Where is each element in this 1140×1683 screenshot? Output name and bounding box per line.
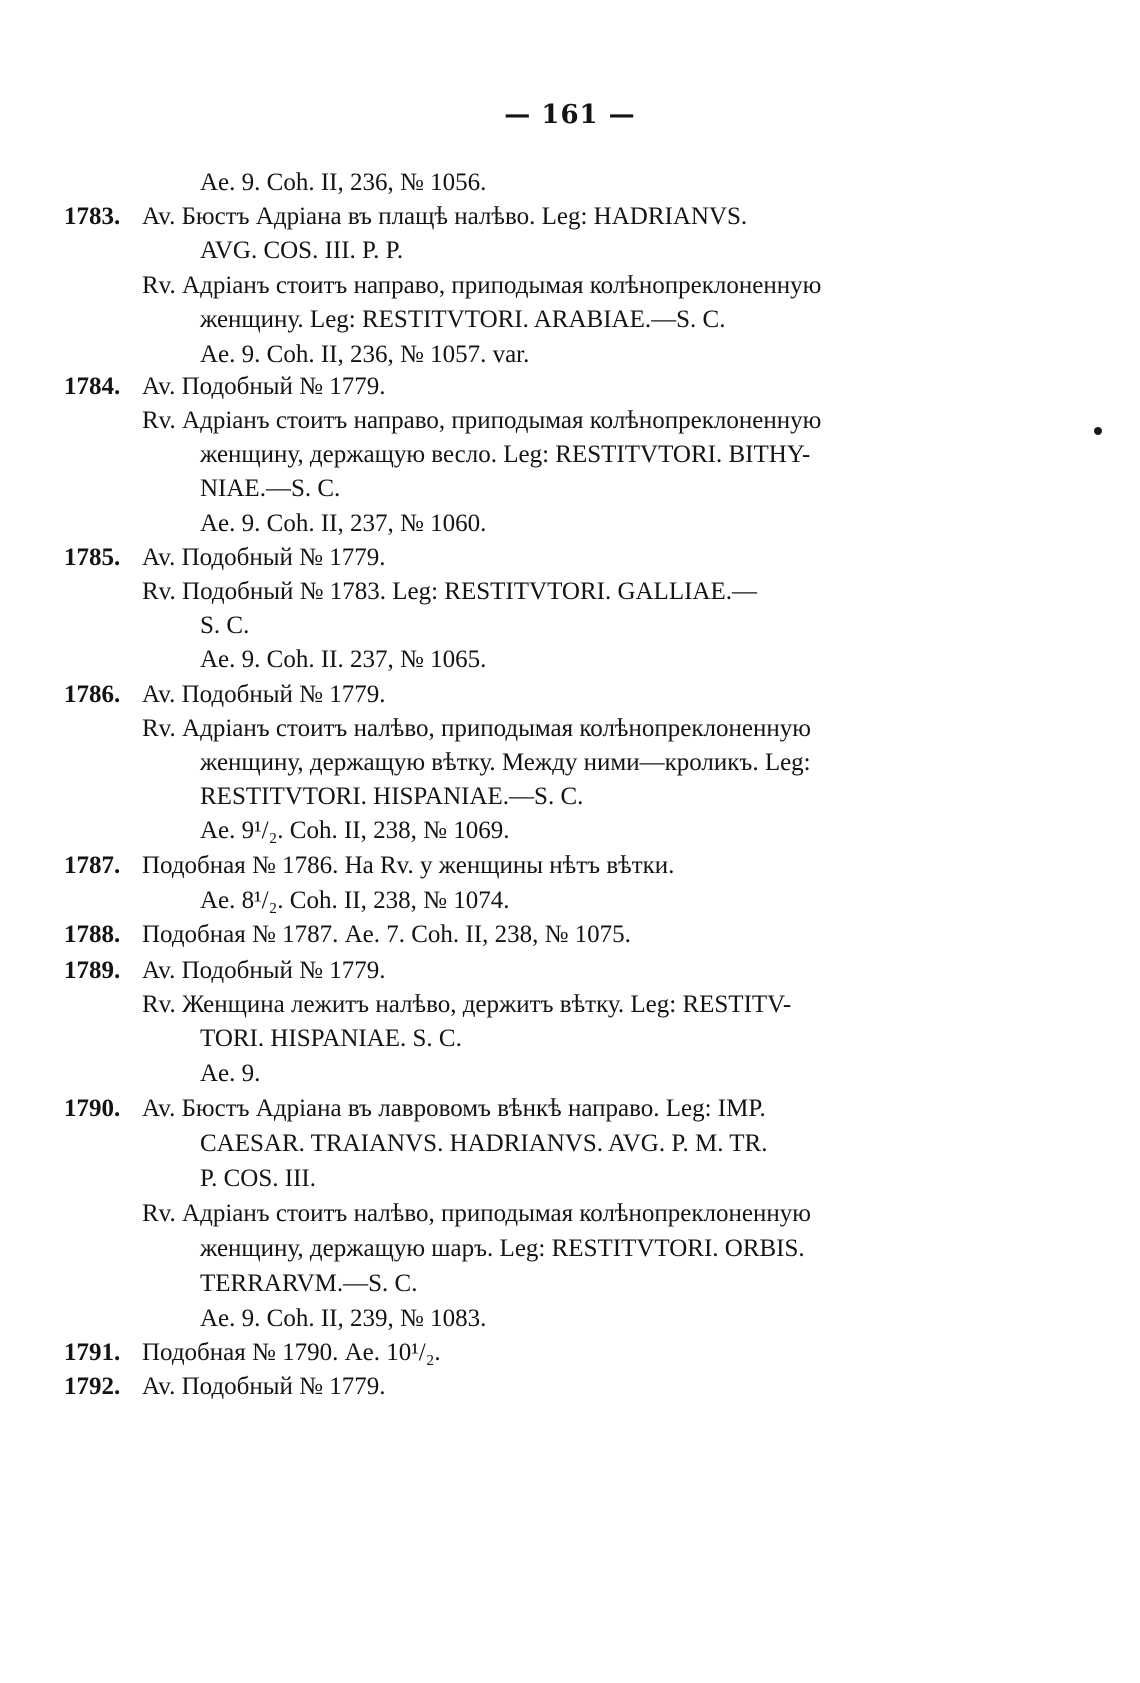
entry-text-line: Rv. Адріанъ стоитъ налѣво, приподымая колѣнопреклоненную	[142, 1200, 811, 1227]
page-number: — 161 —	[504, 100, 636, 130]
entry-number: 1790.	[64, 1095, 121, 1122]
entry-text-line: Av. Бюстъ Адріана въ лавровомъ вѣнкѣ направо. Leg: IMP.	[142, 1095, 766, 1122]
entry-text-line: Rv. Адріанъ стоитъ налѣво, приподымая колѣнопреклоненную	[142, 715, 811, 742]
entry-text-line: Rv. Адріанъ стоитъ направо, приподымая колѣнопреклоненную	[142, 272, 822, 299]
entry-text-line: Ae. 9. Coh. II, 236, № 1056.	[200, 169, 487, 196]
entry-text-line: Rv. Подобный № 1783. Leg: RESTITVTORI. GALLIAE.—	[142, 578, 757, 605]
entry-text-line: Ae. 9¹/₂. Coh. II, 238, № 1069.	[200, 817, 510, 844]
entry-text-line: Ae. 9. Coh. II. 237, № 1065.	[200, 646, 487, 673]
ink-spot	[1094, 427, 1102, 435]
entry-text-line: женщину, держащую весло. Leg: RESTITVTORI. BITHY-	[200, 441, 811, 468]
entry-text-line: Av. Подобный № 1779.	[142, 1373, 386, 1400]
entry-text-line: RESTITVTORI. HISPANIAE.—S. C.	[200, 783, 584, 810]
entry-text-line: Ae. 9. Coh. II, 237, № 1060.	[200, 510, 487, 537]
entry-number: 1788.	[64, 921, 121, 948]
entry-text-line: женщину, держащую шаръ. Leg: RESTITVTORI. ORBIS.	[200, 1235, 805, 1262]
entry-text-line: Av. Подобный № 1779.	[142, 957, 386, 984]
entry-text-line: Av. Подобный № 1779.	[142, 544, 386, 571]
entry-text-line: Av. Подобный № 1779.	[142, 681, 386, 708]
entry-number: 1783.	[64, 203, 121, 230]
entry-text-line: Rv. Женщина лежитъ налѣво, держитъ вѣтку. Leg: RESTITV-	[142, 991, 792, 1018]
entry-text-line: Ae. 9. Coh. II, 239, № 1083.	[200, 1305, 487, 1332]
entry-number: 1792.	[64, 1373, 121, 1400]
entry-number: 1789.	[64, 957, 121, 984]
entry-text-line: Подобная № 1787. Ae. 7. Coh. II, 238, № 1075.	[142, 921, 631, 948]
entry-text-line: P. COS. III.	[200, 1165, 316, 1192]
entry-text-line: Ae. 9. Coh. II, 236, № 1057. var.	[200, 341, 530, 368]
entry-text-line: AVG. COS. III. P. P.	[200, 237, 404, 264]
entry-number: 1791.	[64, 1339, 121, 1366]
entry-number: 1786.	[64, 681, 121, 708]
entry-number: 1787.	[64, 852, 121, 879]
entry-number: 1784.	[64, 373, 121, 400]
entry-text-line: Ae. 8¹/₂. Coh. II, 238, № 1074.	[200, 887, 510, 914]
entry-text-line: женщину. Leg: RESTITVTORI. ARABIAE.—S. C.	[200, 306, 726, 333]
entry-text-line: CAESAR. TRAIANVS. HADRIANVS. AVG. P. M. TR.	[200, 1130, 768, 1157]
entry-text-line: TERRARVM.—S. C.	[200, 1270, 418, 1297]
entry-text-line: Ae. 9.	[200, 1060, 261, 1087]
entry-text-line: Av. Бюстъ Адріана въ плащѣ налѣво. Leg: HADRIANVS.	[142, 203, 748, 230]
entry-text-line: Av. Подобный № 1779.	[142, 373, 386, 400]
entry-text-line: Подобная № 1790. Ae. 10¹/₂.	[142, 1339, 441, 1366]
entry-number: 1785.	[64, 544, 121, 571]
entry-text-line: TORI. HISPANIAE. S. C.	[200, 1025, 462, 1052]
entry-text-line: женщину, держащую вѣтку. Между ними—кроликъ. Leg:	[200, 749, 811, 776]
entry-text-line: Rv. Адріанъ стоитъ направо, приподымая колѣнопреклоненную	[142, 407, 822, 434]
entry-text-line: S. C.	[200, 612, 250, 639]
entry-text-line: NIAE.—S. C.	[200, 475, 341, 502]
entry-text-line: Подобная № 1786. На Rv. у женщины нѣтъ вѣтки.	[142, 852, 675, 879]
